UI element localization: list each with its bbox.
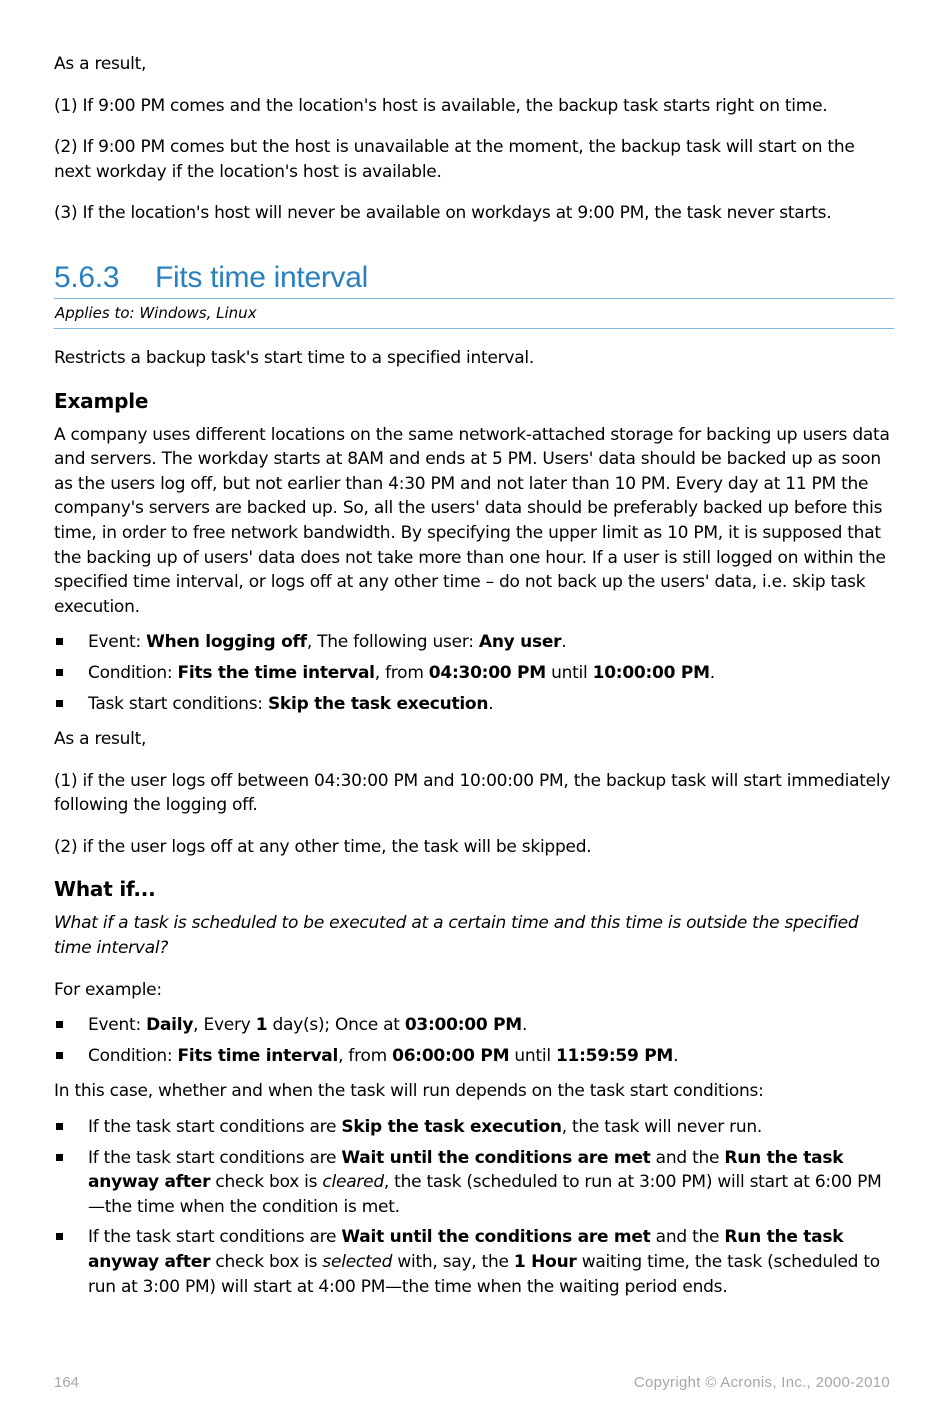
square-bullet-icon: [56, 700, 63, 707]
list-text: , Every: [193, 1015, 256, 1036]
section-heading: [54, 261, 894, 295]
list-text: , the task (scheduled to run at 3:00 PM) will start at 6:00 PM—the time when the condition is met.: [88, 1172, 882, 1217]
list-text: If the task start conditions are: [88, 1117, 342, 1138]
for-example-text: For example:: [54, 979, 162, 1000]
list-text: until: [545, 662, 593, 683]
heading-rule-bottom: [54, 328, 894, 329]
list-text: check box is: [210, 1172, 323, 1193]
list-text: Condition:: [88, 662, 178, 683]
list-bold: 03:00:00 PM: [404, 1015, 522, 1036]
list-text: .: [673, 1045, 679, 1066]
list-text: and the: [650, 1147, 725, 1168]
list-item: [54, 661, 894, 686]
list-bold: Fits time interval: [177, 1045, 339, 1066]
in-this-case-text: In this case, whether and when the task will run depends on the task start conditions:: [54, 1081, 764, 1102]
list-bold: Run the task anyway after: [88, 1227, 844, 1272]
section-title: Fits time interval: [155, 260, 368, 294]
list-bold: 04:30:00 PM: [428, 662, 546, 683]
list-text: , from: [374, 662, 429, 683]
list-item: [54, 1115, 894, 1140]
square-bullet-icon: [56, 1052, 63, 1059]
list-bold: 1 Hour: [513, 1252, 577, 1272]
square-bullet-icon: [56, 638, 63, 645]
list-item: [54, 1044, 894, 1069]
list-bold: Any user: [478, 632, 562, 653]
result-item-3: (3) If the location's host will never be available on workdays at 9:00 PM, the task never starts.: [54, 203, 832, 224]
list-text: , from: [338, 1045, 393, 1066]
as-result-text: As a result,: [54, 729, 147, 750]
example-result-2: (2) if the user logs off at any other time, the task will be skipped.: [54, 836, 592, 857]
example-paragraph: A company uses different locations on the same network-attached storage for backing up users data and servers. The workday starts at 8AM and ends at 5 PM. Users' data should be backed up as soon as the users log off, but not earlier than 4:30 PM and not later than 10 PM. Every day at 11 PM the company's servers are backed up. So, all the users' data should be preferably backed up before this time, in order to free network bandwidth. By specifying the upper limit as 10 PM, it is supposed that the backing up of users' data does not take more than one hour. If a user is still logged on within the specified time interval, or logs off at any other time – do not back up the users' data, i.e. skip task execution.: [54, 424, 890, 617]
list-item: [54, 1146, 894, 1220]
list-bold: When logging off: [146, 632, 307, 653]
square-bullet-icon: [56, 1154, 63, 1161]
list-item: [54, 1225, 894, 1299]
list-item: [54, 1013, 894, 1038]
whatif-heading: What if...: [54, 877, 156, 902]
result-item-2: (2) If 9:00 PM comes but the host is unavailable at the moment, the backup task will start on the next workday if the location's host is available.: [54, 137, 855, 182]
whatif-schedule-list: [54, 1013, 894, 1068]
list-text: If the task start conditions are: [88, 1227, 342, 1248]
result-item-1: (1) If 9:00 PM comes and the location's host is available, the backup task starts right on time.: [54, 95, 828, 116]
list-bold: 1: [255, 1015, 268, 1036]
list-bold: Daily: [146, 1015, 194, 1036]
list-text: check box is: [210, 1252, 323, 1272]
page-footer: [54, 1374, 890, 1396]
list-bold: 06:00:00 PM: [392, 1045, 510, 1066]
list-text: until: [509, 1045, 556, 1066]
list-bold: Wait until the conditions are met: [341, 1147, 651, 1168]
list-text: , the task will never run.: [561, 1117, 763, 1138]
list-text: .: [561, 632, 567, 653]
list-bold: Fits the time interval: [177, 662, 375, 683]
whatif-question: What if a task is scheduled to be executed at a certain time and this time is outside the specified time interval?: [54, 913, 859, 959]
list-bold: Run the task anyway after: [88, 1147, 844, 1193]
list-text: .: [709, 662, 715, 683]
list-text: If the task start conditions are: [88, 1147, 342, 1168]
list-bold: Skip the task execution: [341, 1117, 562, 1138]
section-number: 5.6.3: [54, 260, 120, 294]
example-heading: Example: [54, 388, 149, 413]
list-bold: Wait until the conditions are met: [341, 1227, 651, 1248]
list-text: Event:: [88, 1015, 147, 1036]
list-text: with, say, the: [392, 1252, 514, 1272]
list-text: Condition:: [88, 1045, 178, 1066]
as-result-text: As a result,: [54, 54, 147, 74]
applies-to: Applies to: Windows, Linux: [55, 303, 257, 322]
list-text: day(s); Once at: [267, 1015, 405, 1036]
page-content: [54, 52, 894, 1299]
list-text: Event:: [88, 632, 147, 653]
list-italic: cleared: [322, 1172, 384, 1193]
square-bullet-icon: [56, 669, 63, 676]
copyright-notice: Copyright © Acronis, Inc., 2000-2010: [633, 1374, 890, 1391]
list-bold: 10:00:00 PM: [592, 662, 710, 683]
page-number: 164: [54, 1374, 80, 1391]
list-text: .: [521, 1015, 528, 1036]
list-item: [54, 630, 894, 655]
example-conditions-list: [54, 630, 894, 716]
list-bold: 11:59:59 PM: [555, 1045, 674, 1066]
list-text: .: [488, 693, 494, 714]
square-bullet-icon: [56, 1123, 63, 1130]
list-item: [54, 692, 894, 717]
square-bullet-icon: [56, 1233, 63, 1240]
example-result-1: (1) if the user logs off between 04:30:00 PM and 10:00:00 PM, the backup task will start immediately following the logging off.: [54, 770, 891, 816]
whatif-outcomes-list: [54, 1115, 894, 1299]
list-italic: selected: [322, 1252, 393, 1272]
section-summary: Restricts a backup task's start time to a specified interval.: [54, 347, 535, 368]
square-bullet-icon: [56, 1021, 63, 1028]
list-text: Task start conditions:: [88, 693, 268, 714]
list-text: and the: [650, 1227, 725, 1248]
list-text: , The following user:: [306, 632, 479, 653]
list-text: waiting time, the task (scheduled to run at 3:00 PM) will start at 4:00 PM—the time when the waiting period ends.: [88, 1252, 880, 1297]
list-bold: Skip the task execution: [267, 693, 489, 714]
